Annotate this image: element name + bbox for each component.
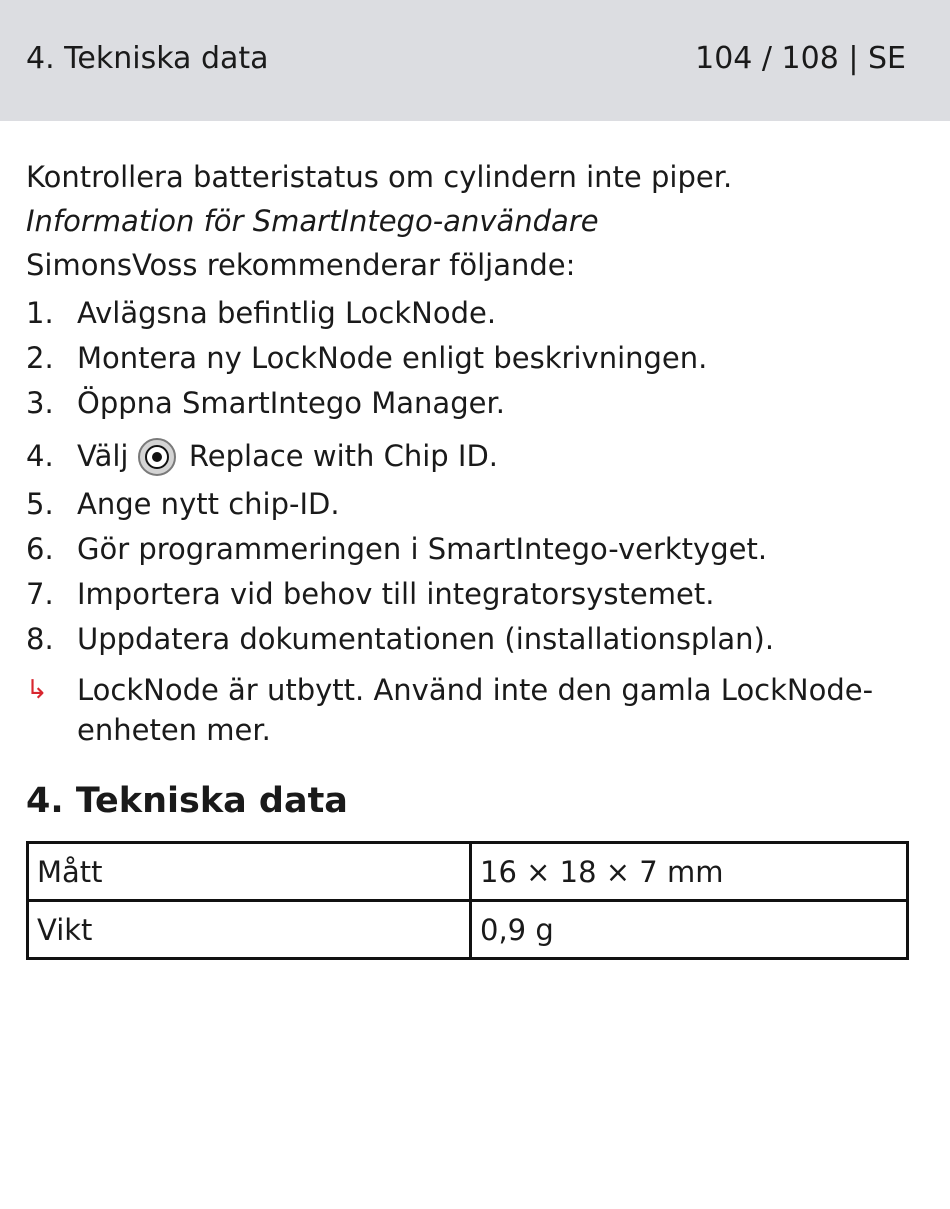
step-number: 7.	[26, 577, 54, 611]
step-number: 5.	[26, 487, 54, 521]
header-title: 4. Tekniska data	[26, 41, 269, 76]
step-number: 1.	[26, 296, 54, 330]
step-number: 4.	[26, 439, 54, 473]
list-item	[26, 381, 916, 426]
list-item	[26, 482, 916, 527]
result-arrow-icon: ↳	[26, 675, 48, 705]
step-text: Avlägsna befintlig LockNode.	[77, 296, 497, 330]
list-item	[26, 617, 916, 662]
spec-table	[26, 841, 909, 960]
result-note	[26, 670, 922, 750]
step-number: 3.	[26, 386, 54, 420]
smartintego-info-heading: Information för SmartIntego-användare	[26, 204, 599, 238]
list-item	[26, 527, 916, 572]
step-text: Importera vid behov till integratorsystemet.	[77, 577, 715, 611]
step-text: Replace with Chip ID.	[188, 439, 499, 473]
result-text: LockNode är utbytt. Använd inte den gamla LockNode-enheten mer.	[77, 673, 874, 747]
step-number: 8.	[26, 622, 54, 656]
list-item	[26, 572, 916, 617]
list-item	[26, 336, 916, 381]
page-header	[0, 0, 950, 121]
list-item	[26, 291, 916, 336]
table-row	[28, 843, 908, 901]
step-text: Gör programmeringen i SmartIntego-verktyget.	[77, 532, 768, 566]
step-text: Uppdatera dokumentationen (installationsplan).	[77, 622, 775, 656]
step-list	[26, 291, 916, 662]
step-number: 2.	[26, 341, 54, 375]
recommendation-text: SimonsVoss rekommenderar följande:	[26, 248, 576, 282]
battery-note: Kontrollera batteristatus om cylindern inte piper.	[26, 160, 733, 194]
section-title: 4. Tekniska data	[26, 781, 348, 821]
spec-value: 0,9 g	[471, 901, 908, 959]
step-text: Öppna SmartIntego Manager.	[77, 386, 505, 420]
page-number: 104 / 108 | SE	[695, 41, 906, 76]
spec-value: 16 × 18 × 7 mm	[471, 843, 908, 901]
chip-id-icon	[138, 438, 176, 476]
spec-label: Mått	[28, 843, 471, 901]
step-text: Ange nytt chip-ID.	[77, 487, 340, 521]
step-text: Välj	[77, 439, 129, 473]
step-number: 6.	[26, 532, 54, 566]
step-text: Montera ny LockNode enligt beskrivningen.	[77, 341, 708, 375]
list-item	[26, 430, 916, 482]
main-content	[26, 155, 916, 824]
spec-label: Vikt	[28, 901, 471, 959]
table-row	[28, 901, 908, 959]
